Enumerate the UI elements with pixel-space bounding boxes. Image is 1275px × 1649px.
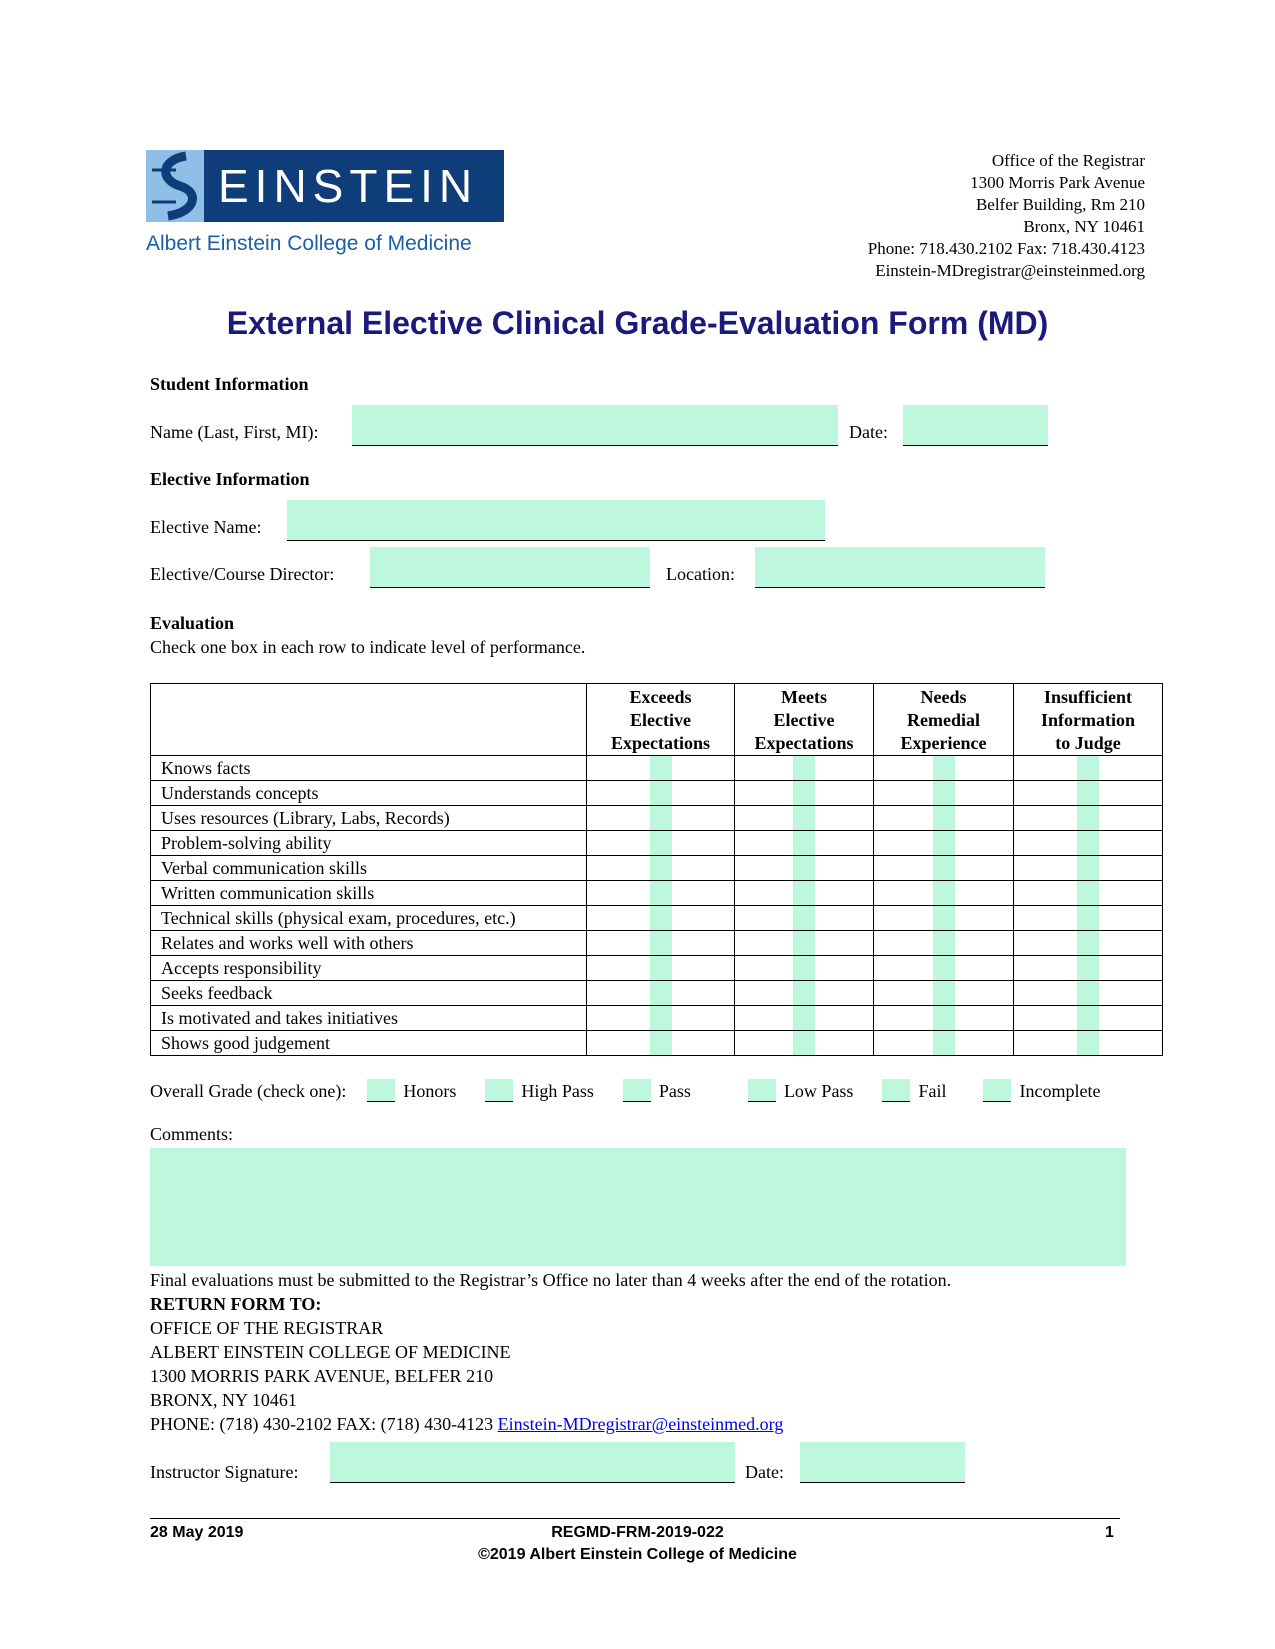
footer-date: 28 May 2019 (150, 1524, 244, 1541)
criterion-label: Written communication skills (151, 881, 587, 906)
table-row (151, 1006, 1163, 1031)
course-director-input[interactable] (370, 547, 650, 588)
return-contact (150, 1412, 951, 1436)
rating-cell (735, 1006, 874, 1031)
rating-checkbox[interactable] (793, 931, 815, 955)
criterion-label: Shows good judgement (151, 1031, 587, 1056)
rating-cell (1014, 1006, 1163, 1031)
rating-checkbox[interactable] (933, 956, 955, 980)
evaluation-instructions: Check one box in each row to indicate level of performance. (150, 637, 586, 657)
rating-checkbox[interactable] (650, 1031, 672, 1055)
rating-cell (587, 906, 735, 931)
rating-checkbox[interactable] (650, 856, 672, 880)
rating-cell (735, 1031, 874, 1056)
rating-checkbox[interactable] (1077, 806, 1099, 830)
rating-checkbox[interactable] (650, 881, 672, 905)
address-line: Bronx, NY 10461 (1023, 217, 1145, 236)
criteria-header (151, 684, 587, 756)
signature-date-label: Date: (745, 1462, 784, 1482)
rating-checkbox[interactable] (793, 831, 815, 855)
rating-checkbox[interactable] (650, 831, 672, 855)
rating-cell (874, 831, 1014, 856)
comments-textarea[interactable] (150, 1148, 1126, 1266)
criterion-label: Problem-solving ability (151, 831, 587, 856)
evaluation-heading: Evaluation (150, 613, 235, 633)
elective-name-label: Elective Name: (150, 517, 262, 537)
rating-cell (587, 806, 735, 831)
table-row (151, 931, 1163, 956)
rating-checkbox[interactable] (1077, 906, 1099, 930)
criterion-label: Seeks feedback (151, 981, 587, 1006)
return-phone: PHONE: (718) 430-2102 FAX: (718) 430-4123 (150, 1414, 494, 1434)
signature-label: Instructor Signature: (150, 1462, 299, 1482)
rating-cell (735, 906, 874, 931)
address-line: Office of the Registrar (991, 151, 1145, 170)
rating-checkbox[interactable] (793, 1006, 815, 1030)
evaluation-table (150, 683, 1163, 1056)
student-date-label: Date: (849, 422, 888, 442)
rating-checkbox[interactable] (933, 856, 955, 880)
rating-cell (587, 781, 735, 806)
table-row (151, 956, 1163, 981)
rating-checkbox[interactable] (1077, 881, 1099, 905)
logo-emblem-icon (146, 150, 204, 222)
rating-checkbox[interactable] (793, 781, 815, 805)
rating-checkbox[interactable] (650, 1006, 672, 1030)
course-director-label: Elective/Course Director: (150, 564, 335, 584)
rating-cell (874, 1006, 1014, 1031)
return-line: ALBERT EINSTEIN COLLEGE OF MEDICINE (150, 1342, 511, 1362)
rating-checkbox[interactable] (1077, 1031, 1099, 1055)
criterion-label: Verbal communication skills (151, 856, 587, 881)
rating-checkbox[interactable] (793, 806, 815, 830)
overall-grade-row (150, 1079, 1100, 1102)
registrar-email-link[interactable]: Einstein-MDregistrar@einsteinmed.org (497, 1414, 784, 1434)
rating-checkbox[interactable] (650, 906, 672, 930)
rating-cell (1014, 756, 1163, 781)
rating-checkbox[interactable] (933, 781, 955, 805)
rating-checkbox[interactable] (1077, 781, 1099, 805)
rating-cell (874, 856, 1014, 881)
address-line: 1300 Morris Park Avenue (970, 173, 1145, 192)
rating-checkbox[interactable] (1077, 1006, 1099, 1030)
column-header-meets: Meets Elective Expectations (735, 684, 874, 756)
table-row (151, 1031, 1163, 1056)
logo-wordmark: EINSTEIN (218, 160, 479, 212)
rating-checkbox[interactable] (933, 981, 955, 1005)
footer-page-number: 1 (1105, 1524, 1114, 1541)
rating-checkbox[interactable] (793, 981, 815, 1005)
rating-cell (1014, 906, 1163, 931)
rating-cell (1014, 856, 1163, 881)
rating-checkbox[interactable] (1077, 831, 1099, 855)
rating-checkbox[interactable] (1077, 981, 1099, 1005)
grade-incomplete-label: Incomplete (1019, 1081, 1101, 1101)
rating-cell (1014, 881, 1163, 906)
grade-honors-checkbox[interactable] (367, 1079, 395, 1102)
rating-cell (735, 931, 874, 956)
rating-cell (735, 806, 874, 831)
elective-name-input[interactable] (287, 500, 825, 541)
return-line: OFFICE OF THE REGISTRAR (150, 1318, 384, 1338)
student-info-heading: Student Information (150, 374, 309, 394)
rating-checkbox[interactable] (933, 1031, 955, 1055)
rating-checkbox[interactable] (1077, 756, 1099, 780)
table-row (151, 906, 1163, 931)
criterion-label: Understands concepts (151, 781, 587, 806)
grade-fail-checkbox[interactable] (882, 1079, 910, 1102)
table-row (151, 881, 1163, 906)
overall-grade-label: Overall Grade (check one): (150, 1081, 347, 1101)
rating-cell (1014, 806, 1163, 831)
rating-checkbox[interactable] (650, 806, 672, 830)
rating-cell (587, 831, 735, 856)
rating-checkbox[interactable] (1077, 931, 1099, 955)
rating-cell (874, 881, 1014, 906)
rating-cell (874, 956, 1014, 981)
rating-cell (874, 781, 1014, 806)
rating-cell (1014, 781, 1163, 806)
rating-cell (735, 856, 874, 881)
rating-cell (735, 981, 874, 1006)
rating-cell (735, 781, 874, 806)
signature-date-input[interactable] (800, 1442, 965, 1483)
rating-cell (587, 1006, 735, 1031)
rating-cell (587, 956, 735, 981)
rating-cell (874, 756, 1014, 781)
grade-low-pass-label: Low Pass (783, 1081, 854, 1101)
column-header-exceeds: Exceeds Elective Expectations (587, 684, 735, 756)
column-header-needs-remedial: Needs Remedial Experience (874, 684, 1014, 756)
table-row (151, 756, 1163, 781)
criterion-label: Is motivated and takes initiatives (151, 1006, 587, 1031)
grade-high-pass-label: High Pass (521, 1081, 594, 1101)
rating-checkbox[interactable] (1077, 856, 1099, 880)
location-label: Location: (666, 564, 735, 584)
rating-cell (1014, 831, 1163, 856)
rating-checkbox[interactable] (650, 981, 672, 1005)
rating-cell (587, 756, 735, 781)
table-row (151, 981, 1163, 1006)
return-line: 1300 MORRIS PARK AVENUE, BELFER 210 (150, 1366, 494, 1386)
student-date-input[interactable] (903, 405, 1048, 446)
rating-cell (1014, 931, 1163, 956)
criterion-label: Knows facts (151, 756, 587, 781)
grade-high-pass-checkbox[interactable] (485, 1079, 513, 1102)
footer-form-id: REGMD-FRM-2019-022 (551, 1524, 724, 1541)
rating-cell (1014, 981, 1163, 1006)
rating-cell (587, 981, 735, 1006)
grade-fail-label: Fail (918, 1081, 947, 1101)
rating-checkbox[interactable] (793, 956, 815, 980)
address-phone: Phone: 718.430.2102 Fax: 718.430.4123 (867, 239, 1145, 258)
rating-checkbox[interactable] (933, 806, 955, 830)
rating-cell (587, 856, 735, 881)
column-header-insufficient: Insufficient Information to Judge (1014, 684, 1163, 756)
return-info (150, 1268, 951, 1436)
rating-checkbox[interactable] (793, 1031, 815, 1055)
rating-cell (735, 831, 874, 856)
logo-subtitle: Albert Einstein College of Medicine (146, 232, 472, 255)
rating-checkbox[interactable] (650, 781, 672, 805)
rating-cell (874, 906, 1014, 931)
criterion-label: Uses resources (Library, Labs, Records) (151, 806, 587, 831)
grade-pass-checkbox[interactable] (623, 1079, 651, 1102)
grade-incomplete-checkbox[interactable] (983, 1079, 1011, 1102)
student-name-input[interactable] (352, 405, 838, 446)
return-line: BRONX, NY 10461 (150, 1390, 297, 1410)
rating-checkbox[interactable] (933, 831, 955, 855)
rating-checkbox[interactable] (650, 756, 672, 780)
footer-copyright: ©2019 Albert Einstein College of Medicine (478, 1546, 797, 1563)
address-line: Belfer Building, Rm 210 (975, 195, 1145, 214)
rating-checkbox[interactable] (650, 956, 672, 980)
criterion-label: Relates and works well with others (151, 931, 587, 956)
rating-checkbox[interactable] (933, 756, 955, 780)
rating-checkbox[interactable] (933, 1006, 955, 1030)
table-row (151, 781, 1163, 806)
registrar-address (868, 150, 1145, 282)
comments-label: Comments: (150, 1124, 234, 1144)
table-row (151, 856, 1163, 881)
rating-checkbox[interactable] (933, 881, 955, 905)
rating-cell (587, 931, 735, 956)
student-name-label: Name (Last, First, MI): (150, 422, 319, 442)
rating-checkbox[interactable] (1077, 956, 1099, 980)
rating-checkbox[interactable] (793, 881, 815, 905)
return-heading: RETURN FORM TO: (150, 1294, 322, 1314)
footer-divider (150, 1518, 1120, 1519)
rating-cell (874, 806, 1014, 831)
rating-checkbox[interactable] (933, 906, 955, 930)
location-input[interactable] (755, 547, 1045, 588)
rating-cell (735, 956, 874, 981)
rating-cell (874, 1031, 1014, 1056)
page-title: External Elective Clinical Grade-Evaluation Form (MD) (226, 305, 1049, 341)
rating-checkbox[interactable] (650, 931, 672, 955)
rating-cell (735, 756, 874, 781)
address-email: Einstein-MDregistrar@einsteinmed.org (875, 261, 1145, 280)
rating-cell (1014, 956, 1163, 981)
rating-cell (874, 981, 1014, 1006)
rating-cell (1014, 1031, 1163, 1056)
rating-checkbox[interactable] (793, 756, 815, 780)
rating-cell (735, 881, 874, 906)
rating-cell (587, 1031, 735, 1056)
grade-low-pass-checkbox[interactable] (748, 1079, 776, 1102)
grade-honors-label: Honors (403, 1081, 457, 1101)
criterion-label: Technical skills (physical exam, procedures, etc.) (151, 906, 587, 931)
rating-cell (874, 931, 1014, 956)
rating-cell (587, 881, 735, 906)
table-row (151, 831, 1163, 856)
table-row (151, 806, 1163, 831)
elective-info-heading: Elective Information (150, 469, 310, 489)
deadline-note: Final evaluations must be submitted to the Registrar’s Office no later than 4 weeks after the end of the rotation. (150, 1270, 952, 1290)
rating-checkbox[interactable] (933, 931, 955, 955)
rating-checkbox[interactable] (793, 906, 815, 930)
rating-checkbox[interactable] (793, 856, 815, 880)
criterion-label: Accepts responsibility (151, 956, 587, 981)
signature-input[interactable] (330, 1442, 735, 1483)
grade-pass-label: Pass (658, 1081, 691, 1101)
